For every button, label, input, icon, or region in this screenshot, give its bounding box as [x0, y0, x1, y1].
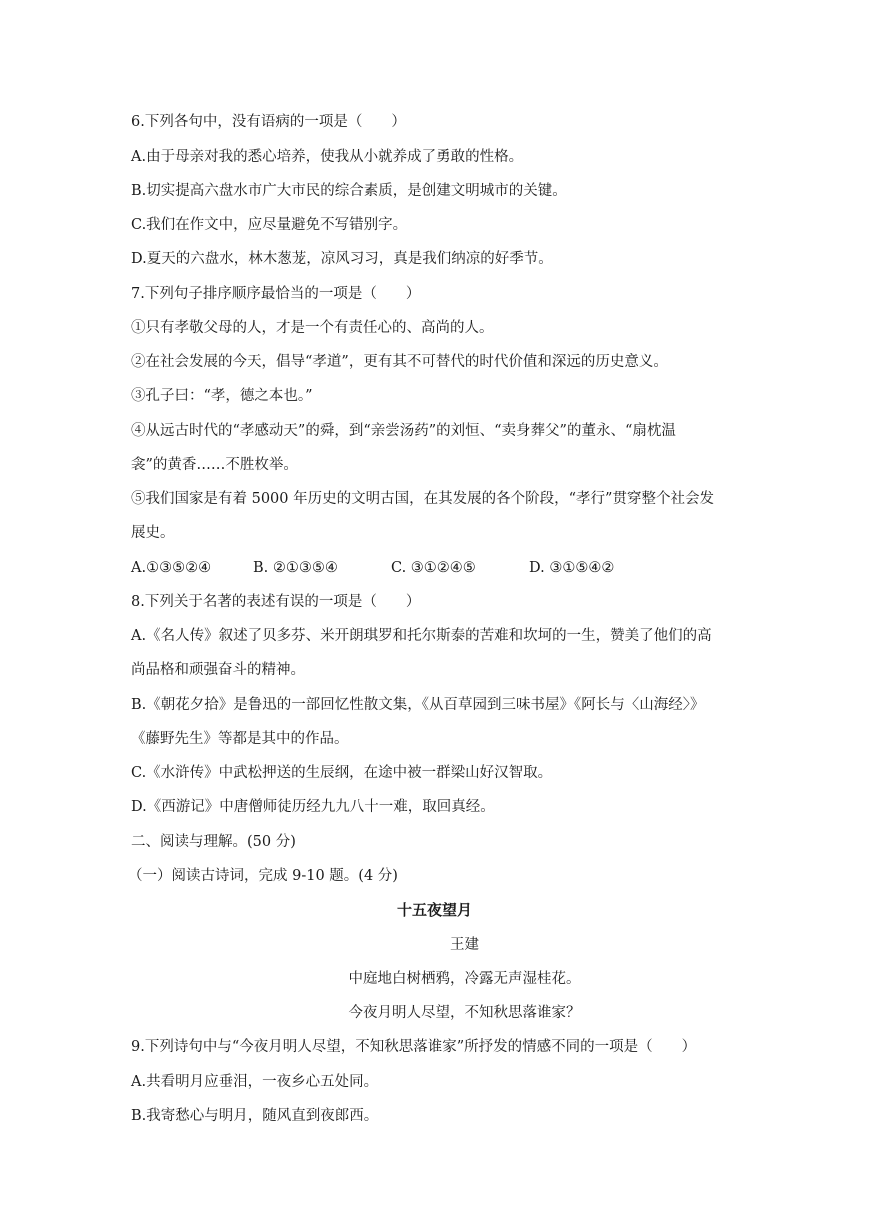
q7-sentence-2: ②在社会发展的今天，倡导“孝道”，更有其不可替代的时代价值和深远的历史意义。 — [131, 354, 668, 370]
poem-author: 王建 — [450, 937, 479, 953]
poem-title: 十五夜望月 — [396, 901, 472, 919]
q8-option-b-line2: 《藤野先生》等都是其中的作品。 — [131, 731, 349, 747]
q8-option-b-line1: B.《朝花夕拾》是鲁迅的一部回忆性散文集，《从百草园到三味书屋》《阿长与〈山海经〉》 — [131, 697, 705, 713]
q7-sentence-1: ①只有孝敬父母的人，才是一个有责任心的、高尚的人。 — [131, 320, 494, 336]
q7-sentence-4-line1: ④从远古时代的“孝感动天”的舜，到“亲尝汤药”的刘恒、“卖身葬父”的董永、“扇枕温 — [131, 423, 676, 439]
q7-sentence-5-line2: 展史。 — [131, 525, 175, 541]
q6-stem: 6.下列各句中，没有语病的一项是（ ） — [131, 114, 406, 130]
section-heading: 二、阅读与理解。(50 分) — [131, 834, 296, 850]
q6-option-d: D.夏天的六盘水，林木葱茏，凉风习习，真是我们纳凉的好季节。 — [131, 251, 553, 267]
poem-line-2: 今夜月明人尽望，不知秋思落谁家？ — [348, 1005, 581, 1021]
q8-option-d: D.《西游记》中唐僧师徒历经九九八十一难，取回真经。 — [131, 799, 495, 815]
q9-option-a: A.共看明月应垂泪，一夜乡心五处同。 — [131, 1074, 379, 1090]
q6-option-b: B.切实提高六盘水市广大市民的综合素质，是创建文明城市的关键。 — [131, 183, 567, 199]
q6-option-c: C.我们在作文中，应尽量避免不写错别字。 — [131, 217, 408, 233]
q7-option-b: B. ②①③⑤④ — [253, 560, 338, 576]
q7-sentence-4-line2: 衾”的黄香……不胜枚举。 — [131, 457, 298, 473]
poem-line-1: 中庭地白树栖鸦，冷露无声湿桂花。 — [348, 971, 581, 987]
q7-option-d: D. ③①⑤④② — [529, 560, 615, 576]
section-subheading: （一）阅读古诗词，完成 9-10 题。(4 分) — [128, 868, 398, 884]
q8-option-a-line2: 尚品格和顽强奋斗的精神。 — [131, 662, 305, 678]
q7-sentence-3: ③孔子曰：“孝，德之本也。” — [131, 388, 313, 404]
q8-stem: 8.下列关于名著的表述有误的一项是（ ） — [131, 594, 421, 610]
q8-option-c: C.《水浒传》中武松押送的生辰纲，在途中被一群梁山好汉智取。 — [131, 765, 553, 781]
q7-options — [131, 558, 751, 578]
q7-option-a: A.①③⑤②④ — [131, 560, 212, 576]
q9-stem: 9.下列诗句中与“今夜月明人尽望，不知秋思落谁家”所抒发的情感不同的一项是（ ） — [131, 1039, 697, 1055]
q9-option-b: B.我寄愁心与明月，随风直到夜郎西。 — [131, 1108, 379, 1124]
q7-sentence-5-line1: ⑤我们国家是有着 5000 年历史的文明古国，在其发展的各个阶段，“孝行”贯穿整个社会发 — [131, 491, 714, 507]
q7-stem: 7.下列句子排序顺序最恰当的一项是（ ） — [131, 286, 421, 302]
q8-option-a-line1: A.《名人传》叙述了贝多芬、米开朗琪罗和托尔斯泰的苦难和坎坷的一生，赞美了他们的高 — [131, 628, 712, 644]
q7-option-c: C. ③①②④⑤ — [391, 560, 476, 576]
q6-option-a: A.由于母亲对我的悉心培养，使我从小就养成了勇敢的性格。 — [131, 149, 524, 165]
